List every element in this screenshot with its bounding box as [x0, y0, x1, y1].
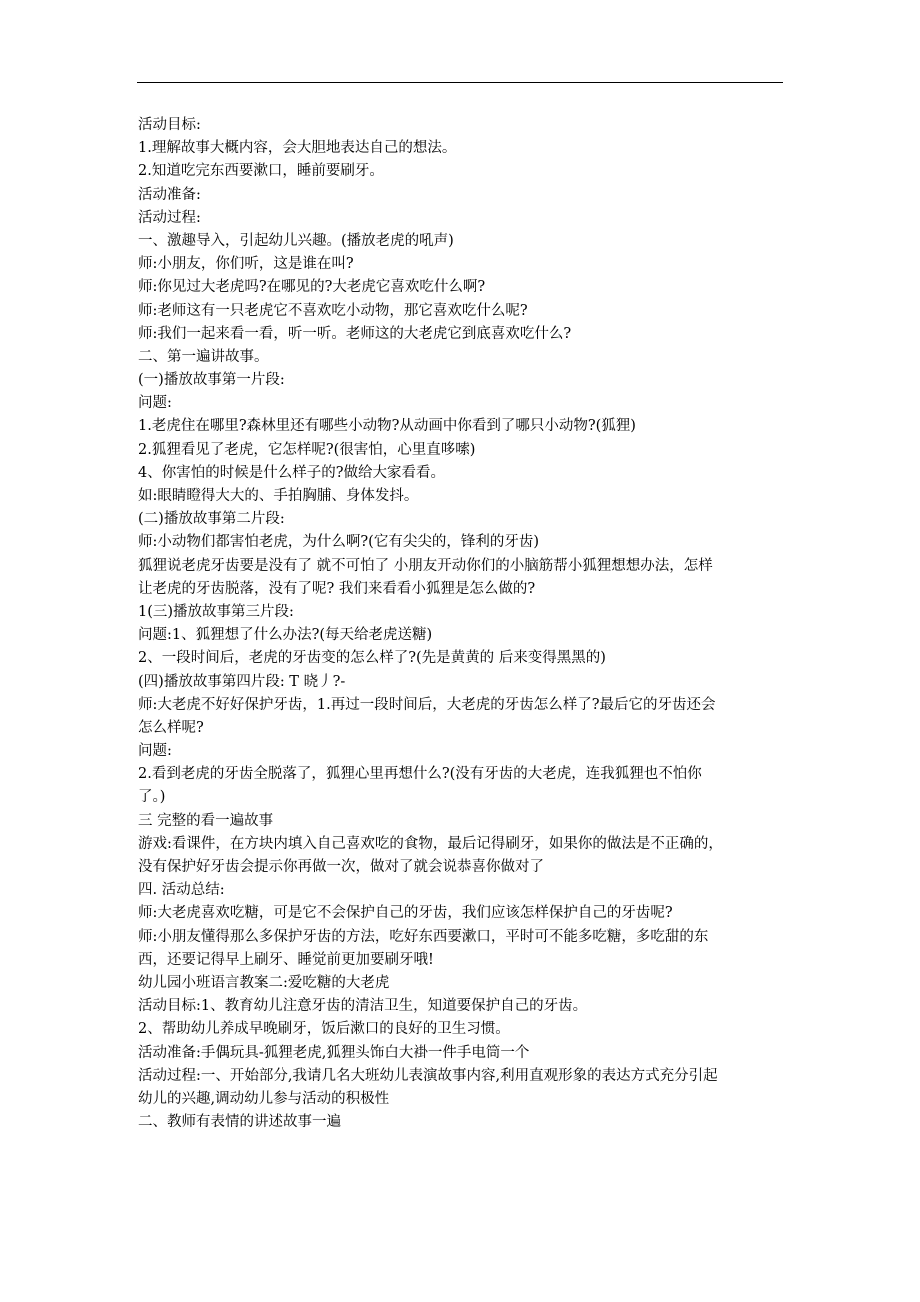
text-line: 师:小朋友，你们听，这是谁在叫? [138, 256, 354, 273]
text-line: 师:你见过大老虎吗?在哪见的?大老虎它喜欢吃什么啊? [138, 279, 486, 296]
text-line: 问题:1、狐狸想了什么办法?(每天给老虎送糖) [138, 627, 433, 644]
text-line: 师:小动物们都害怕老虎，为什么啊?(它有尖尖的，锋利的牙齿) [138, 534, 539, 551]
text-line: 1(三)播放故事第三片段: [138, 603, 294, 620]
text-line: 一、激趣导入，引起幼儿兴趣。(播放老虎的吼声) [138, 232, 454, 249]
text-line: (一)播放故事第一片段: [138, 372, 285, 389]
text-line: 师:大老虎不好好保护牙齿，1.再过一段时间后，大老虎的牙齿怎么样了?最后它的牙齿还会 [138, 696, 716, 713]
text-line: 狐狸说老虎牙齿要是没有了 就不可怕了 小朋友开动你们的小脑筋帮小狐狸想想办法，怎样 [138, 557, 713, 574]
text-line: 怎么样呢? [138, 719, 204, 736]
text-line: 活动准备:手偶玩具-狐狸老虎,狐狸头饰白大褂一件手电筒一个 [138, 1044, 530, 1061]
text-line: 活动目标: [138, 117, 201, 133]
text-line: 2.看到老虎的牙齿全脱落了，狐狸心里再想什么?(没有牙齿的大老虎，连我狐狸也不怕你 [138, 766, 702, 783]
text-line: 师:老师这有一只老虎它不喜欢吃小动物，那它喜欢吃什么呢? [138, 302, 528, 319]
text-line: 2、一段时间后，老虎的牙齿变的怎么样了?(先是黄黄的 后来变得黑黑的) [138, 650, 606, 667]
text-line: 如:眼睛瞪得大大的、手拍胸脯、身体发抖。 [138, 488, 419, 504]
text-line: 问题: [138, 395, 172, 412]
text-line: 问题: [138, 743, 172, 760]
text-line: 2.狐狸看见了老虎，它怎样呢?(很害怕，心里直哆嗦) [138, 441, 476, 458]
text-line: 四. 活动总结: [138, 882, 225, 899]
text-line: 了。) [138, 789, 166, 806]
text-line: (二)播放故事第二片段: [138, 511, 285, 528]
text-line: 师:我们一起来看一看，听一听。老师这的大老虎它到底喜欢吃什么? [138, 325, 572, 342]
document-body [138, 114, 790, 1134]
text-line: 2、帮助幼儿养成早晚刷牙，饭后漱口的良好的卫生习惯。 [138, 1021, 510, 1038]
text-line: 活动准备: [138, 186, 201, 203]
text-line: 让老虎的牙齿脱落，没有了呢? 我们来看看小狐狸是怎么做的? [138, 580, 536, 597]
header-rule [137, 82, 783, 83]
text-line: 三 完整的看一遍故事 [138, 812, 274, 829]
text-line: 幼儿园小班语言教案二:爱吃糖的大老虎 [138, 974, 390, 991]
text-line: 西，还要记得早上刷牙、睡觉前更加要刷牙哦! [138, 951, 434, 968]
text-line: 1.老虎住在哪里?森林里还有哪些小动物?从动画中你看到了哪只小动物?(狐狸) [138, 418, 636, 435]
text-line: 幼儿的兴趣,调动幼儿参与活动的积极性 [138, 1090, 390, 1107]
text-line: 活动目标:1、教育幼儿注意牙齿的清洁卫生，知道要保护自己的牙齿。 [138, 998, 588, 1015]
text-line: 二、第一遍讲故事。 [138, 348, 269, 365]
text-line: (四)播放故事第四片段: T 晓丿?- [138, 673, 346, 690]
text-line: 1.理解故事大概内容，会大胆地表达自己的想法。 [138, 140, 457, 157]
text-line: 活动过程:一、开始部分,我请几名大班幼儿表演故事内容,利用直观形象的表达方式充分引起 [138, 1067, 718, 1084]
text-line: 师:小朋友懂得那么多保护牙齿的方法，吃好东西要漱口，平时可不能多吃糖，多吃甜的东 [138, 928, 709, 945]
text-line: 4、你害怕的时候是什么样子的?做给大家看看。 [138, 464, 445, 481]
text-line: 游戏:看课件，在方块内填入自己喜欢吃的食物，最后记得刷牙，如果你的做法是不正确的， [138, 835, 723, 852]
text-line: 2.知道吃完东西要漱口，睡前要刷牙。 [138, 163, 384, 180]
text-line: 活动过程: [138, 209, 201, 226]
text-line: 没有保护好牙齿会提示你再做一次，做对了就会说恭喜你做对了 [138, 859, 544, 875]
text-line: 二、教师有表情的讲述故事一遍 [138, 1114, 341, 1131]
text-line: 师:大老虎喜欢吃糖，可是它不会保护自己的牙齿，我们应该怎样保护自己的牙齿呢? [138, 905, 673, 922]
